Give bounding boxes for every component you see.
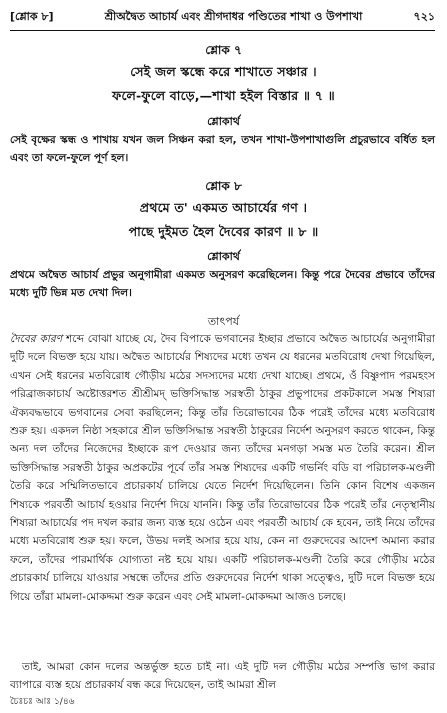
running-header [10, 6, 435, 28]
purport-paragraph-1-text: শব্দে বোঝা যাচ্ছে যে, দৈব বিপাকে ভগবানের ইচ্ছার প্রভাবে অদ্বৈত আচার্যের অনুগামীরা দুটি দলে বিভক্ত হয়ে যায়। অদ্বৈত আচার্যের শিষ্যদের মধ্যে তখন যে ধরনের মতবিরোধ দেখা গিয়েছিল, এখন সেই ধরনের মতবিরোধ গৌড়ীয় মঠের সদস্যদের মধ্যে দেখা যাচ্ছে। প্রথমে, ওঁ বিষ্ণুপাদ পরমহংস পরিব্রাজকাচার্য অষ্টোত্তরশত শ্রীশ্রীমদ্ ভক্তিসিদ্ধান্ত সরস্বতী ঠাকুর প্রভুপাদের প্রকটকালে সমস্ত শিষ্যরা ঐক্যবদ্ধভাবে ভগবানের সেবা করছিলেন; কিন্তু তাঁর তিরোভাবের ঠিক পরেই তাঁদের মধ্যে মতবিরোধ শুরু হয়। একদল নিষ্ঠা সহকারে শ্রীল ভক্তিসিদ্ধান্ত সরস্বতী ঠাকুরের নির্দেশ অনুসরণ করতে থাকেন, কিন্তু অন্য দল তাঁদের নিজেদের ইচ্ছাকে রূপ দেওয়ার জন্য তাঁদের মনগড়া সমস্ত মত তৈরি করেন। শ্রীল ভক্তিসিদ্ধান্ত সরস্বতী ঠাকুর অপ্রকটের পূর্বে তাঁর সমস্ত শিষ্যদের একটি গভর্নিং বডি বা পরিচালক-মণ্ডলী তৈরি করে সম্মিলিতভাবে প্রচারকার্য চালিয়ে যেতে নির্দেশ দিয়েছিলেন। তিনি কোন বিশেষ একজন শিষ্যকে পরবর্তী আচার্য হওয়ার নির্দেশ দিয়ে যাননি। কিন্তু তাঁর তিরোভাবের ঠিক পরেই তাঁর নেতৃস্থানীয় শিষ্যরা আচার্যের পদ দখল করার জন্য ব্যস্ত হয়ে ওঠেন এবং পরবর্তী আচার্য কে হবেন, তাই নিয়ে তাঁদের মধ্যে মতবিরোধ শুরু হয়। ফলে, উভয় দলই অসার হয়ে যায়, কেন না গুরুদেবের আদেশ অমান্য করার ফলে, তাঁদের পারমার্থিক যোগ্যতা নষ্ট হয়ে যায়। একটি পরিচালক-মণ্ডলী তৈরি করে গৌড়ীয় মঠের প্রচারকার্য চালিয়ে যাওয়ার সম্বন্ধে তাঁদের প্রতি গুরুদেবের নির্দেশ থাকা সত্ত্বেও, দুটি দলে বিভক্ত হয়ে গিয়ে তাঁরা মামলা-মোকদ্দমা শুরু করেন এবং সেই মামলা-মোকদ্দমা আজও চলছে। [10, 333, 435, 603]
verse-8-line-1: প্রথমে ত' একমত আচার্যের গণ । [139, 200, 308, 215]
verse-7-line-2: ফলে-ফুলে বাড়ে,—শাখা হইল বিস্তার ॥ ৭ ॥ [112, 88, 335, 103]
verse-7-translation: সেই বৃক্ষের স্কন্ধ ও শাখায় যখন জল সিঞ্চন করা হল, তখন শাখা-উপশাখাগুলি প্রচুরভাবে বর্ধিত হল এবং তা ফলে-ফুলে পূর্ণ হল। [10, 134, 435, 165]
verse-7-line-1: সেই জল স্কন্ধে করে শাখাতে সঞ্চার । [130, 64, 317, 79]
page-footer: চৈঃচঃ আঃ ১/৪৬ [10, 697, 75, 707]
verse-8-translation: প্রথমে অদ্বৈত আচার্য প্রভুর অনুগামীরা একমত অনুসরণ করেছিলেন। কিন্তু পরে দৈবের প্রভাবে তাঁদের মধ্যে দুটি ভিন্ন মত দেখা দিল। [10, 269, 435, 300]
purport-lead-phrase: দৈবের কারণ [10, 333, 63, 345]
header-page-number: ৭২১ [413, 9, 435, 23]
verse-8-translation-heading: শ্লোকার্থ [207, 250, 240, 263]
purport-paragraph-1 [10, 330, 435, 606]
header-chapter-title: শ্রীঅদ্বৈত আচার্য এবং শ্রীগদাধর পণ্ডিতের শাখা ও উপশাখা [104, 9, 363, 23]
verse-8-line-2: পাছে দুইমত হৈল দৈবের কারণ ॥ ৮ ॥ [128, 224, 319, 239]
header-rule [10, 30, 435, 31]
verse-7-translation-heading: শ্লোকার্থ [207, 115, 240, 128]
verse-7-heading: শ্লোক ৭ [205, 43, 242, 57]
purport-paragraph-2: তাই, আমরা কোন দলের অন্তর্ভুক্ত হতে চাই না। এই দুটি দল গৌড়ীয় মঠের সম্পত্তি ভাগ করার ব্যাপারে ব্যস্ত হয়ে প্রচারকার্য বন্ধ করে দিয়েছেন, তাই আমরা শ্রীল [10, 661, 435, 692]
verse-8-heading: শ্লোক ৮ [205, 179, 242, 193]
purport-heading: তাৎপর্য [207, 315, 240, 328]
header-verse-ref: [শ্লোক ৮] [10, 9, 54, 23]
